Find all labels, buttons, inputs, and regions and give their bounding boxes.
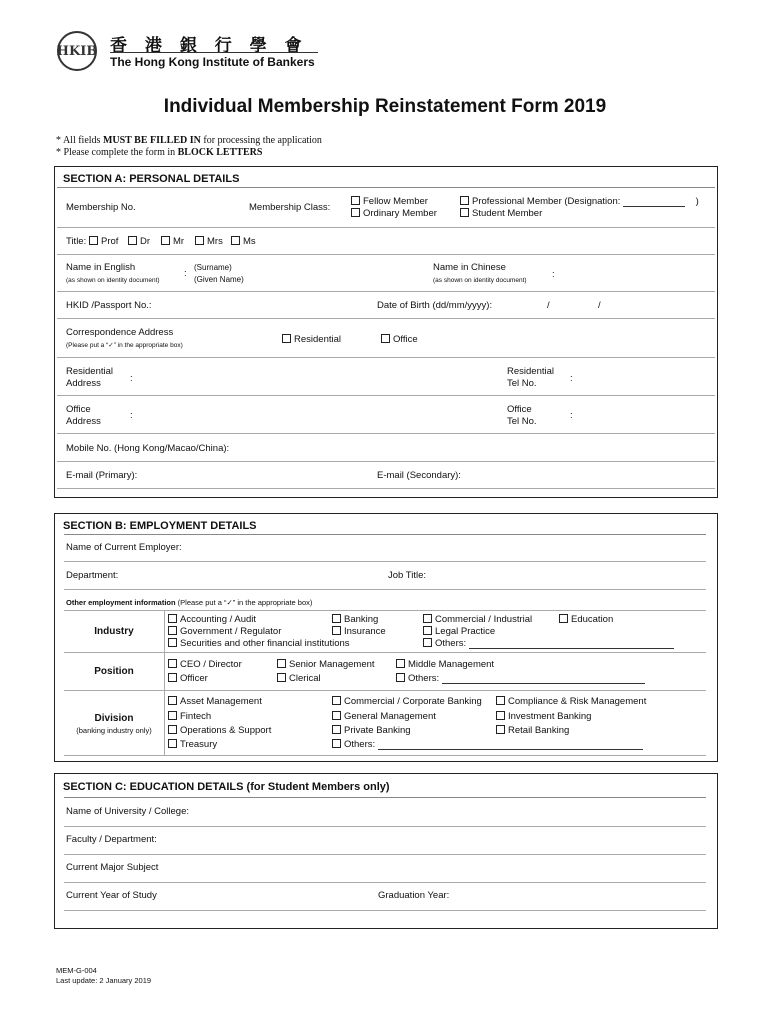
checkbox[interactable] <box>423 638 432 647</box>
checkbox[interactable] <box>168 673 177 682</box>
title-mrs-option[interactable]: Mrs <box>195 236 223 247</box>
division-others[interactable]: Others: <box>332 739 643 750</box>
checkbox[interactable] <box>168 626 177 635</box>
position-officer[interactable]: Officer <box>168 673 208 684</box>
ordinary-member-option[interactable]: Ordinary Member <box>351 208 437 219</box>
checkbox[interactable] <box>168 711 177 720</box>
off-address-label-2: Address <box>66 416 101 427</box>
checkbox[interactable] <box>559 614 568 623</box>
checkbox[interactable] <box>396 673 405 682</box>
division-compliance[interactable]: Compliance & Risk Management <box>496 696 646 707</box>
checkbox[interactable] <box>460 196 469 205</box>
off-tel-label-1: Office <box>507 404 532 415</box>
position-ceo[interactable]: CEO / Director <box>168 659 242 670</box>
other-info-label: Other employment information (Please put a “✓” in the appropriate box) <box>66 598 313 607</box>
industry-education[interactable]: Education <box>559 614 613 625</box>
industry-insurance[interactable]: Insurance <box>332 626 386 637</box>
professional-member-option[interactable]: Professional Member (Designation: ) <box>460 196 699 207</box>
title-ms-option[interactable]: Ms <box>231 236 256 247</box>
checkbox[interactable] <box>496 725 505 734</box>
email-primary-label: E-mail (Primary): <box>66 470 138 481</box>
checkbox[interactable] <box>168 739 177 748</box>
title-label: Title: <box>66 236 87 247</box>
fellow-member-option[interactable]: Fellow Member <box>351 196 428 207</box>
division-general[interactable]: General Management <box>332 711 436 722</box>
checkbox[interactable] <box>496 711 505 720</box>
university-label: Name of University / College: <box>66 806 190 817</box>
off-tel-label-2: Tel No. <box>507 416 537 427</box>
faculty-label: Faculty / Department: <box>66 834 157 845</box>
off-address-label-1: Office <box>66 404 91 415</box>
page-title: Individual Membership Reinstatement Form 2019 <box>163 96 607 117</box>
division-retail[interactable]: Retail Banking <box>496 725 569 736</box>
res-address-colon: : <box>130 373 133 384</box>
division-investment[interactable]: Investment Banking <box>496 711 591 722</box>
res-address-label-1: Residential <box>66 366 113 377</box>
industry-label: Industry <box>94 626 134 637</box>
corr-address-label: Correspondence Address <box>66 327 174 338</box>
position-others[interactable]: Others: <box>396 673 645 684</box>
checkbox[interactable] <box>168 725 177 734</box>
division-sub-label: (banking industry only) <box>76 726 152 735</box>
year-of-study-label: Current Year of Study <box>66 890 157 901</box>
checkbox[interactable] <box>381 334 390 343</box>
section-b-title: SECTION B: EMPLOYMENT DETAILS <box>63 520 257 532</box>
checkbox[interactable] <box>423 626 432 635</box>
checkbox[interactable] <box>89 236 98 245</box>
section-a-title: SECTION A: PERSONAL DETAILS <box>63 173 240 185</box>
student-member-option[interactable]: Student Member <box>460 208 542 219</box>
department-label: Department: <box>66 570 119 581</box>
form-code: MEM-G-004 <box>56 966 97 975</box>
checkbox[interactable] <box>161 236 170 245</box>
logo-divider <box>110 52 318 53</box>
position-clerical[interactable]: Clerical <box>277 673 321 684</box>
surname-label: (Surname) <box>194 263 232 272</box>
section-c-title: SECTION C: EDUCATION DETAILS (for Student Members only) <box>63 781 390 793</box>
dob-slash-2: / <box>598 300 601 311</box>
checkbox[interactable] <box>332 725 341 734</box>
title-dr-option[interactable]: Dr <box>128 236 150 247</box>
designation-blank[interactable] <box>623 206 685 207</box>
checkbox[interactable] <box>332 614 341 623</box>
position-senior[interactable]: Senior Management <box>277 659 375 670</box>
industry-banking[interactable]: Banking <box>332 614 378 625</box>
hkid-label: HKID /Passport No.: <box>66 300 152 311</box>
title-prof-option[interactable]: Prof <box>89 236 118 247</box>
industry-others-blank[interactable] <box>469 648 674 649</box>
division-asset[interactable]: Asset Management <box>168 696 262 707</box>
hkib-logo <box>57 31 97 71</box>
checkbox[interactable] <box>351 208 360 217</box>
res-address-label-2: Address <box>66 378 101 389</box>
checkbox[interactable] <box>423 614 432 623</box>
checkbox[interactable] <box>460 208 469 217</box>
division-treasury[interactable]: Treasury <box>168 739 217 750</box>
graduation-year-label: Graduation Year: <box>378 890 450 901</box>
employer-label: Name of Current Employer: <box>66 542 182 553</box>
checkbox[interactable] <box>195 236 204 245</box>
division-label: Division <box>94 713 134 724</box>
res-tel-label-2: Tel No. <box>507 378 537 389</box>
name-english-note: (as shown on identity document) <box>66 277 160 284</box>
checkbox[interactable] <box>332 739 341 748</box>
email-secondary-label: E-mail (Secondary): <box>377 470 461 481</box>
mobile-label: Mobile No. (Hong Kong/Macao/China): <box>66 443 230 454</box>
name-chinese-note: (as shown on identity document) <box>433 277 527 284</box>
checkbox[interactable] <box>332 711 341 720</box>
division-commercial[interactable]: Commercial / Corporate Banking <box>332 696 482 707</box>
checkbox[interactable] <box>168 614 177 623</box>
name-chinese-colon: : <box>552 269 555 280</box>
res-tel-colon: : <box>570 373 573 384</box>
note-line-1: * All fields MUST BE FILLED IN for processing the application <box>56 135 322 146</box>
corr-address-note: (Please put a “✓” in the appropriate box) <box>66 342 183 349</box>
name-english-label: Name in English <box>66 262 136 273</box>
membership-no-label: Membership No. <box>66 202 136 213</box>
position-label: Position <box>94 666 134 677</box>
checkbox[interactable] <box>282 334 291 343</box>
dob-label: Date of Birth (dd/mm/yyyy): <box>377 300 493 311</box>
dob-slash-1: / <box>547 300 550 311</box>
checkbox[interactable] <box>277 673 286 682</box>
industry-government[interactable]: Government / Regulator <box>168 626 281 637</box>
checkbox[interactable] <box>396 659 405 668</box>
logo-emblem: HKIB <box>57 31 97 71</box>
english-name: The Hong Kong Institute of Bankers <box>110 55 315 69</box>
res-tel-label-1: Residential <box>507 366 554 377</box>
given-name-label: (Given Name) <box>194 275 244 284</box>
name-chinese-label: Name in Chinese <box>433 262 506 273</box>
division-operations[interactable]: Operations & Support <box>168 725 271 736</box>
corr-office-option[interactable]: Office <box>381 334 418 345</box>
checkbox[interactable] <box>277 659 286 668</box>
industry-commercial[interactable]: Commercial / Industrial <box>423 614 532 625</box>
checkbox[interactable] <box>351 196 360 205</box>
industry-accounting[interactable]: Accounting / Audit <box>168 614 256 625</box>
checkbox[interactable] <box>332 696 341 705</box>
note-line-2: * Please complete the form in BLOCK LETTERS <box>56 147 263 158</box>
off-tel-colon: : <box>570 410 573 421</box>
title-mr-option[interactable]: Mr <box>161 236 184 247</box>
position-others-blank[interactable] <box>442 683 645 684</box>
industry-securities[interactable]: Securities and other financial institutions <box>168 638 350 649</box>
job-title-label: Job Title: <box>388 570 427 581</box>
checkbox[interactable] <box>168 696 177 705</box>
checkbox[interactable] <box>168 659 177 668</box>
corr-residential-option[interactable]: Residential <box>282 334 341 345</box>
division-others-blank[interactable] <box>378 749 643 750</box>
industry-legal[interactable]: Legal Practice <box>423 626 495 637</box>
division-fintech[interactable]: Fintech <box>168 711 211 722</box>
checkbox[interactable] <box>496 696 505 705</box>
division-private[interactable]: Private Banking <box>332 725 411 736</box>
last-update: Last update: 2 January 2019 <box>56 976 152 985</box>
position-middle[interactable]: Middle Management <box>396 659 494 670</box>
industry-others[interactable]: Others: <box>423 638 674 649</box>
major-label: Current Major Subject <box>66 862 159 873</box>
chinese-name: 香 港 銀 行 學 會 <box>110 36 308 56</box>
checkbox[interactable] <box>231 236 240 245</box>
checkbox[interactable] <box>168 638 177 647</box>
name-english-colon: : <box>184 268 187 279</box>
checkbox[interactable] <box>332 626 341 635</box>
off-address-colon: : <box>130 410 133 421</box>
checkbox[interactable] <box>128 236 137 245</box>
membership-class-label: Membership Class: <box>249 202 331 213</box>
